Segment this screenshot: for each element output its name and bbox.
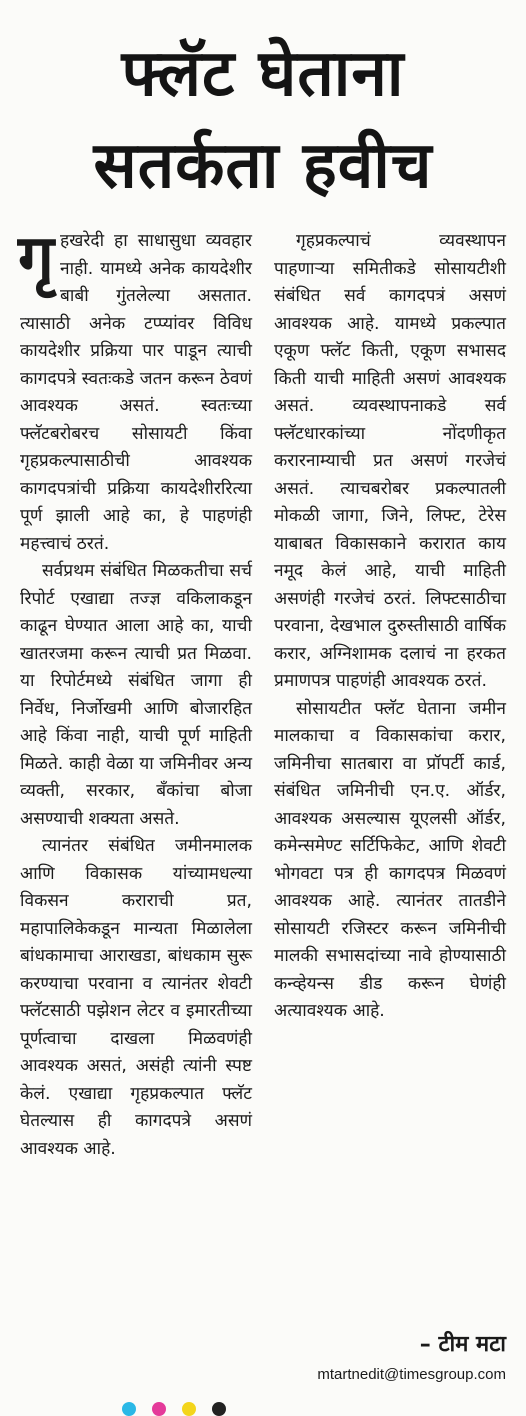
paragraph-5: सोसायटीत फ्लॅट घेताना जमीन मालकाचा व विकासकांचा करार, जमिनीचा सातबारा वा प्रॉपर्टी कार्ड, संबंधित जमिनीची एन.ए. ऑर्डर, आवश्यक असल्यास यूएलसी ऑर्डर, कमेन्समेण्ट सर्टिफिकेट, आणि शेवटी भोगवटा पत्र ही कागदपत्र मिळवणं आवश्यक आहे. त्यानंतर तातडीने सोसायटी रजिस्टर करून जमिनीची मालकी सभासदांच्या नावे होण्यासाठी कन्व्हेयन्स डीड करून घेणंही अत्यावश्यक आहे. xyxy=(274,698,506,1021)
headline-line-1: फ्लॅट घेताना xyxy=(121,37,405,111)
headline xyxy=(0,28,526,212)
headline-line-2: सतर्कता हवीच xyxy=(93,129,433,203)
paragraph-1-text: हखरेदी हा साधासुधा व्यवहार नाही. यामध्ये अनेक कायदेशीर बाबी गुंतलेल्या असतात. त्यासाठी अनेक टप्प्यांवर विविध कायदेशीर प्रक्रिया पार पाडून त्याची कागदपत्रे स्वतःकडे जतन करून ठेवणं आवश्यक असतं. स्वतःच्या फ्लॅटबरोबरच सोसायटी किंवा गृहप्रकल्पासाठीची आवश्यक कागदपत्रांची प्रक्रिया कायदेशीररित्या पूर्ण झाली आहे का, हे पाहणंही महत्त्वाचं ठरतं. xyxy=(20,231,252,554)
byline: – टीम मटा xyxy=(419,1332,506,1357)
drop-cap: गृ xyxy=(18,222,55,296)
paragraph-1 xyxy=(18,222,252,558)
column-divider xyxy=(262,232,263,1382)
contact-email: mtartnedit@timesgroup.com xyxy=(317,1366,506,1383)
article-column-left xyxy=(18,222,252,1163)
bottom-strip xyxy=(0,1395,526,1410)
registration-mark-cyan xyxy=(122,1402,136,1416)
registration-mark-yellow xyxy=(182,1402,196,1416)
registration-mark-magenta xyxy=(152,1402,166,1416)
registration-mark-black xyxy=(212,1402,226,1416)
article-column-right xyxy=(274,228,506,1026)
paragraph-3: त्यानंतर संबंधित जमीनमालक आणि विकासक यांच्यामधल्या विकसन कराराची प्रत, महापालिकेकडून मान्यता मिळालेला बांधकामाचा आराखडा, बांधकाम सुरू करण्याचा परवाना व त्यानंतर शेवटी फ्लॅटसाठी पझेशन लेटर व इमारतीच्या पूर्णत्वाचा दाखला मिळवणंही आवश्यक असतं, असंही त्यांनी स्पष्ट केलं. एखाद्या गृहप्रकल्पात फ्लॅट घेतल्यास ही कागदपत्रे असणं आवश्यक आहे. xyxy=(20,836,252,1159)
paragraph-2: सर्वप्रथम संबंधित मिळकतीचा सर्च रिपोर्ट एखाद्या तज्ज्ञ वकिलाकडून काढून घेण्यात आला आहे का, याची खातरजमा करून त्याची प्रत मिळवा. या रिपोर्टमध्ये संबंधित जागा ही निर्वेध, निर्जोखमी आणि बोजारहित आहे किंवा नाही, याची पूर्ण माहिती मिळते. काही वेळा या जमिनीवर अन्य व्यक्ती, सरकार, बँकांचा बोजा असण्याची शक्यता असते. xyxy=(20,561,252,829)
paragraph-4: गृहप्रकल्पाचं व्यवस्थापन पाहणाऱ्या समितीकडे सोसायटीशी संबंधित सर्व कागदपत्रं असणं आवश्यक आहे. यामध्ये प्रकल्पात एकूण फ्लॅट किती, एकूण सभासद किती याची माहिती असणं आवश्यक असतं. व्यवस्थापनाकडे सर्व फ्लॅटधारकांच्या नोंदणीकृत करारनाम्याची प्रत असणं गरजेचं असतं. त्याचबरोबर प्रकल्पातली मोकळी जागा, जिने, लिफ्ट, टेरेस याबाबत विकासकाने करारात काय नमूद केलं आहे, याची माहिती असणंही गरजेचं ठरतं. लिफ्टसाठीचा परवाना, देखभाल दुरुस्तीसाठी वार्षिक करार, अग्निशामक दलाचं ना हरकत प्रमाणपत्र पाहणंही आवश्यक ठरतं. xyxy=(274,231,506,691)
